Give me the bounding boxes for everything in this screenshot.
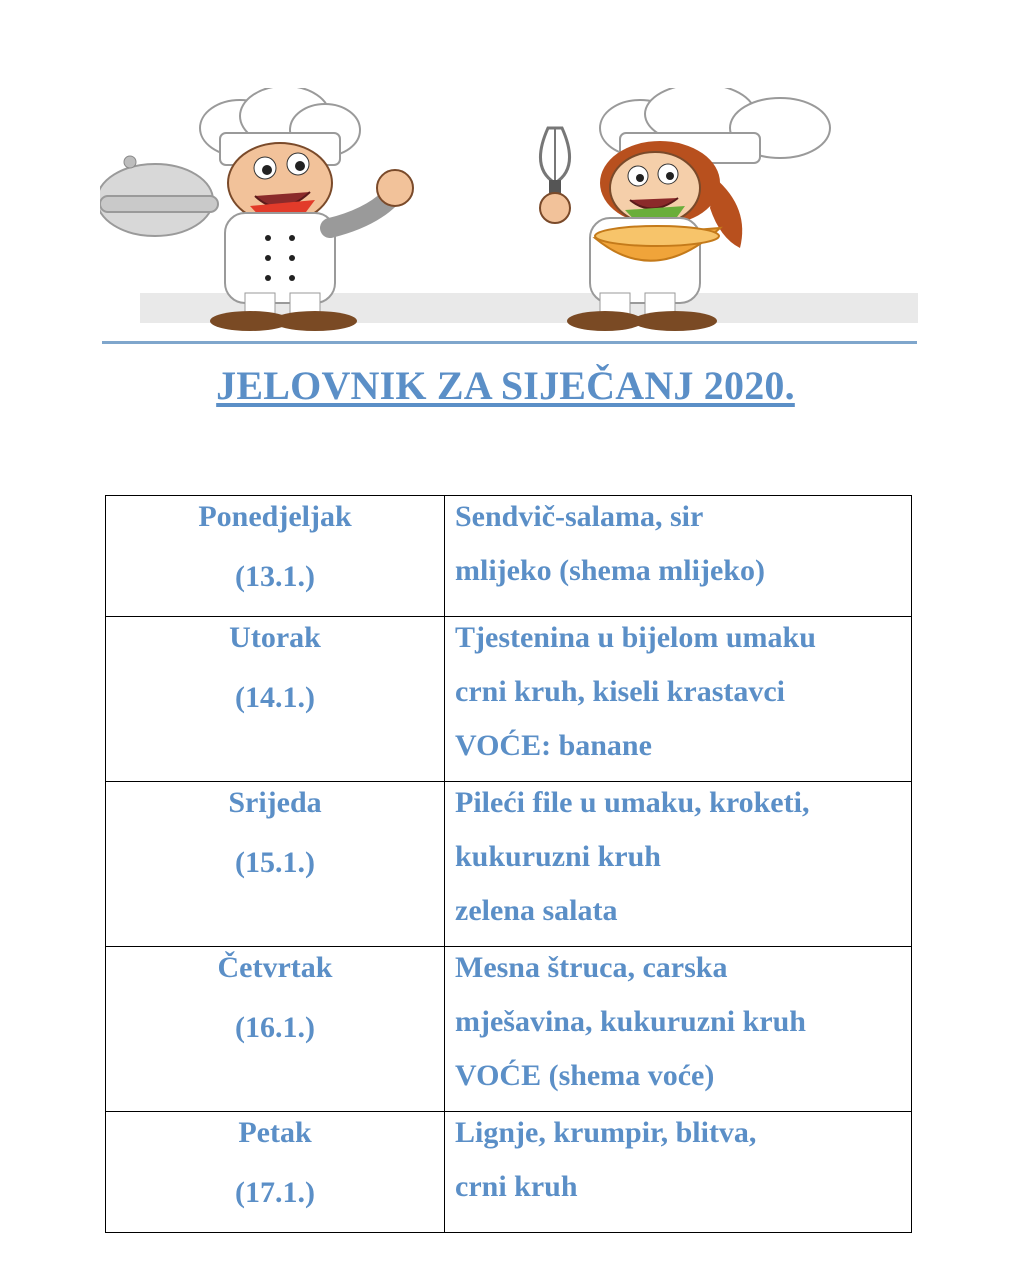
meal-cell [445,1112,912,1233]
day-name: Četvrtak [217,951,333,984]
day-name: Ponedjeljak [198,500,352,533]
table-row [106,617,912,782]
page-title: JELOVNIK ZA SIJEČANJ 2020. [216,363,795,408]
meal-line: Pileći file u umaku, kroketi, [455,786,810,819]
meal-line: kukuruzni kruh [455,840,661,873]
meal-cell [445,496,912,617]
day-date: (16.1.) [235,1011,315,1044]
day-date: (17.1.) [235,1176,315,1209]
day-name: Srijeda [228,786,322,819]
day-name: Utorak [229,621,321,654]
day-date: (13.1.) [235,560,315,593]
day-date: (14.1.) [235,681,315,714]
meal-line: crni kruh [455,1170,578,1203]
meal-line: mješavina, kukuruzni kruh [455,1005,806,1038]
meal-line: Tjestenina u bijelom umaku [455,621,816,654]
meal-cell [445,947,912,1112]
day-date: (15.1.) [235,846,315,879]
day-cell [106,1112,445,1233]
table-row [106,947,912,1112]
day-cell [106,617,445,782]
meal-line: zelena salata [455,894,618,927]
meal-line: Mesna štruca, carska [455,951,728,984]
meal-line: VOĆE: banane [455,729,652,762]
meal-cell [445,617,912,782]
menu-table [105,495,912,1233]
meal-line: Lignje, krumpir, blitva, [455,1116,757,1149]
day-cell [106,782,445,947]
day-name: Petak [238,1116,312,1149]
meal-line: crni kruh, kiseli krastavci [455,675,786,708]
meal-cell [445,782,912,947]
header-divider [102,341,917,344]
table-row [106,496,912,617]
day-cell [106,947,445,1112]
meal-line: mlijeko (shema mlijeko) [455,554,765,587]
table-row [106,1112,912,1233]
day-cell [106,496,445,617]
meal-line: VOĆE (shema voće) [455,1059,715,1092]
chefs-illustration [100,88,918,338]
meal-line: Sendvič-salama, sir [455,500,704,533]
table-row [106,782,912,947]
